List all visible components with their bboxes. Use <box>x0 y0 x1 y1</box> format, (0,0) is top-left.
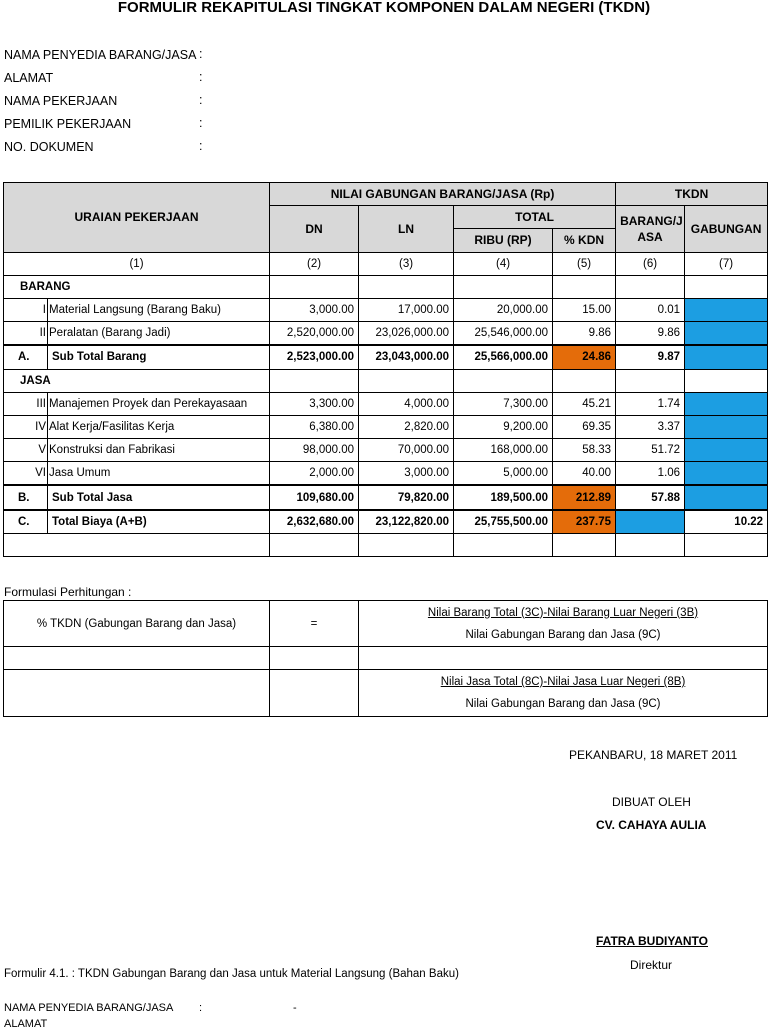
formula-barang-fraction <box>359 601 768 647</box>
total-row: C. Total Biaya (A+B) 2,632,680.00 23,122,820.00 25,755,500.00 237.75 10.22 <box>4 510 768 534</box>
gabungan-cell <box>685 485 768 509</box>
header-gabungan: GABUNGAN <box>685 206 768 252</box>
section-row-jasa <box>4 369 768 392</box>
formula-label: % TKDN (Gabungan Barang dan Jasa) <box>4 601 270 647</box>
section-label: BARANG <box>4 275 270 298</box>
signatory-position: Direktur <box>630 958 673 972</box>
kdn-highlight-cell: 24.86 <box>553 345 616 369</box>
header-colon: : <box>199 47 203 61</box>
formula-denominator: Nilai Gabungan Barang dan Jasa (9C) <box>465 628 661 641</box>
header-colon: : <box>199 70 203 84</box>
table-row: IV Alat Kerja/Fasilitas Kerja 6,380.00 2,820.00 9,200.00 69.35 3.37 <box>4 415 768 438</box>
header-label-owner: PEMILIK PEKERJAAN <box>4 117 132 131</box>
subtotal-row-barang: A. Sub Total Barang 2,523,000.00 23,043,000.00 25,566,000.00 24.86 9.87 <box>4 345 768 369</box>
signatory-name: FATRA BUDIYANTO <box>596 934 709 948</box>
header-colon: : <box>199 116 203 130</box>
header-nilai-gabungan: NILAI GABUNGAN BARANG/JASA (Rp) <box>270 183 616 206</box>
section-label: JASA <box>4 369 270 392</box>
header-label-provider: NAMA PENYEDIA BARANG/JASA <box>4 48 197 62</box>
header-uraian: URAIAN PEKERJAAN <box>4 183 270 253</box>
header-tkdn: TKDN <box>616 183 768 206</box>
tkdn-recap-table <box>3 182 768 557</box>
header-dn: DN <box>270 206 359 252</box>
formula-equals: = <box>270 601 359 647</box>
formula-denominator: Nilai Gabungan Barang dan Jasa (9C) <box>465 698 661 710</box>
page-title: FORMULIR REKAPITULASI TINGKAT KOMPONEN DALAM NEGERI (TKDN) <box>117 0 651 16</box>
section-row-barang <box>4 275 768 298</box>
table-row: VI Jasa Umum 2,000.00 3,000.00 5,000.00 40.00 1.06 <box>4 462 768 486</box>
table-row: V Konstruksi dan Fabrikasi 98,000.00 70,000.00 168,000.00 58.33 51.72 <box>4 439 768 462</box>
gabungan-cell <box>685 345 768 369</box>
footer-field-label: NAMA PENYEDIA BARANG/JASA <box>4 1002 174 1014</box>
header-label-job: NAMA PEKERJAAN <box>4 94 118 108</box>
column-number-row: (1) (2) (3) (4) (5) (6) (7) <box>4 252 768 275</box>
header-label-doc-no: NO. DOKUMEN <box>4 140 94 154</box>
formula-jasa-fraction <box>359 670 768 717</box>
header-label-address: ALAMAT <box>4 71 54 85</box>
header-barang-jasa: BARANG/J ASA <box>616 206 685 252</box>
header-colon: : <box>199 93 203 107</box>
gabungan-total-value: 10.22 <box>685 510 768 534</box>
place-date: PEKANBARU, 18 MARET 2011 <box>569 748 738 762</box>
form-caption: Formulir 4.1. : TKDN Gabungan Barang dan Jasa untuk Material Langsung (Bahan Baku) <box>4 968 459 980</box>
header-total: TOTAL <box>454 206 616 229</box>
kdn-highlight-cell: 237.75 <box>553 510 616 534</box>
subtotal-row-jasa: B. Sub Total Jasa 109,680.00 79,820.00 189,500.00 212.89 57.88 <box>4 485 768 509</box>
header-ln: LN <box>359 206 454 252</box>
header-ribu: RIBU (RP) <box>454 229 553 252</box>
table-row: I Material Langsung (Barang Baku) 3,000.00 17,000.00 20,000.00 15.00 0.01 <box>4 298 768 321</box>
formula-table <box>3 600 768 717</box>
footer-next-label: ALAMAT <box>4 1018 48 1030</box>
gabungan-cell <box>685 415 768 438</box>
made-by: DIBUAT OLEH <box>612 795 691 809</box>
barang-jasa-cell <box>616 510 685 534</box>
formula-caption: Formulasi Perhitungan : <box>4 585 132 599</box>
table-row: III Manajemen Proyek dan Perekayasaan 3,300.00 4,000.00 7,300.00 45.21 1.74 <box>4 392 768 415</box>
company-name: CV. CAHAYA AULIA <box>596 818 707 832</box>
header-colon: : <box>199 139 203 153</box>
table-row: II Peralatan (Barang Jadi) 2,520,000.00 23,026,000.00 25,546,000.00 9.86 9.86 <box>4 322 768 346</box>
footer-field-colon: : <box>199 1002 203 1014</box>
formula-numerator: Nilai Jasa Total (8C)-Nilai Jasa Luar Negeri (8B) <box>440 676 686 688</box>
header-pct-kdn: % KDN <box>553 229 616 252</box>
gabungan-cell <box>685 298 768 321</box>
empty-row <box>4 533 768 556</box>
footer-field-value: - <box>293 1002 297 1014</box>
gabungan-cell <box>685 322 768 346</box>
gabungan-cell <box>685 392 768 415</box>
gabungan-cell <box>685 439 768 462</box>
formula-numerator: Nilai Barang Total (3C)-Nilai Barang Luar Negeri (3B) <box>427 606 699 619</box>
gabungan-cell <box>685 462 768 486</box>
kdn-highlight-cell: 212.89 <box>553 485 616 509</box>
